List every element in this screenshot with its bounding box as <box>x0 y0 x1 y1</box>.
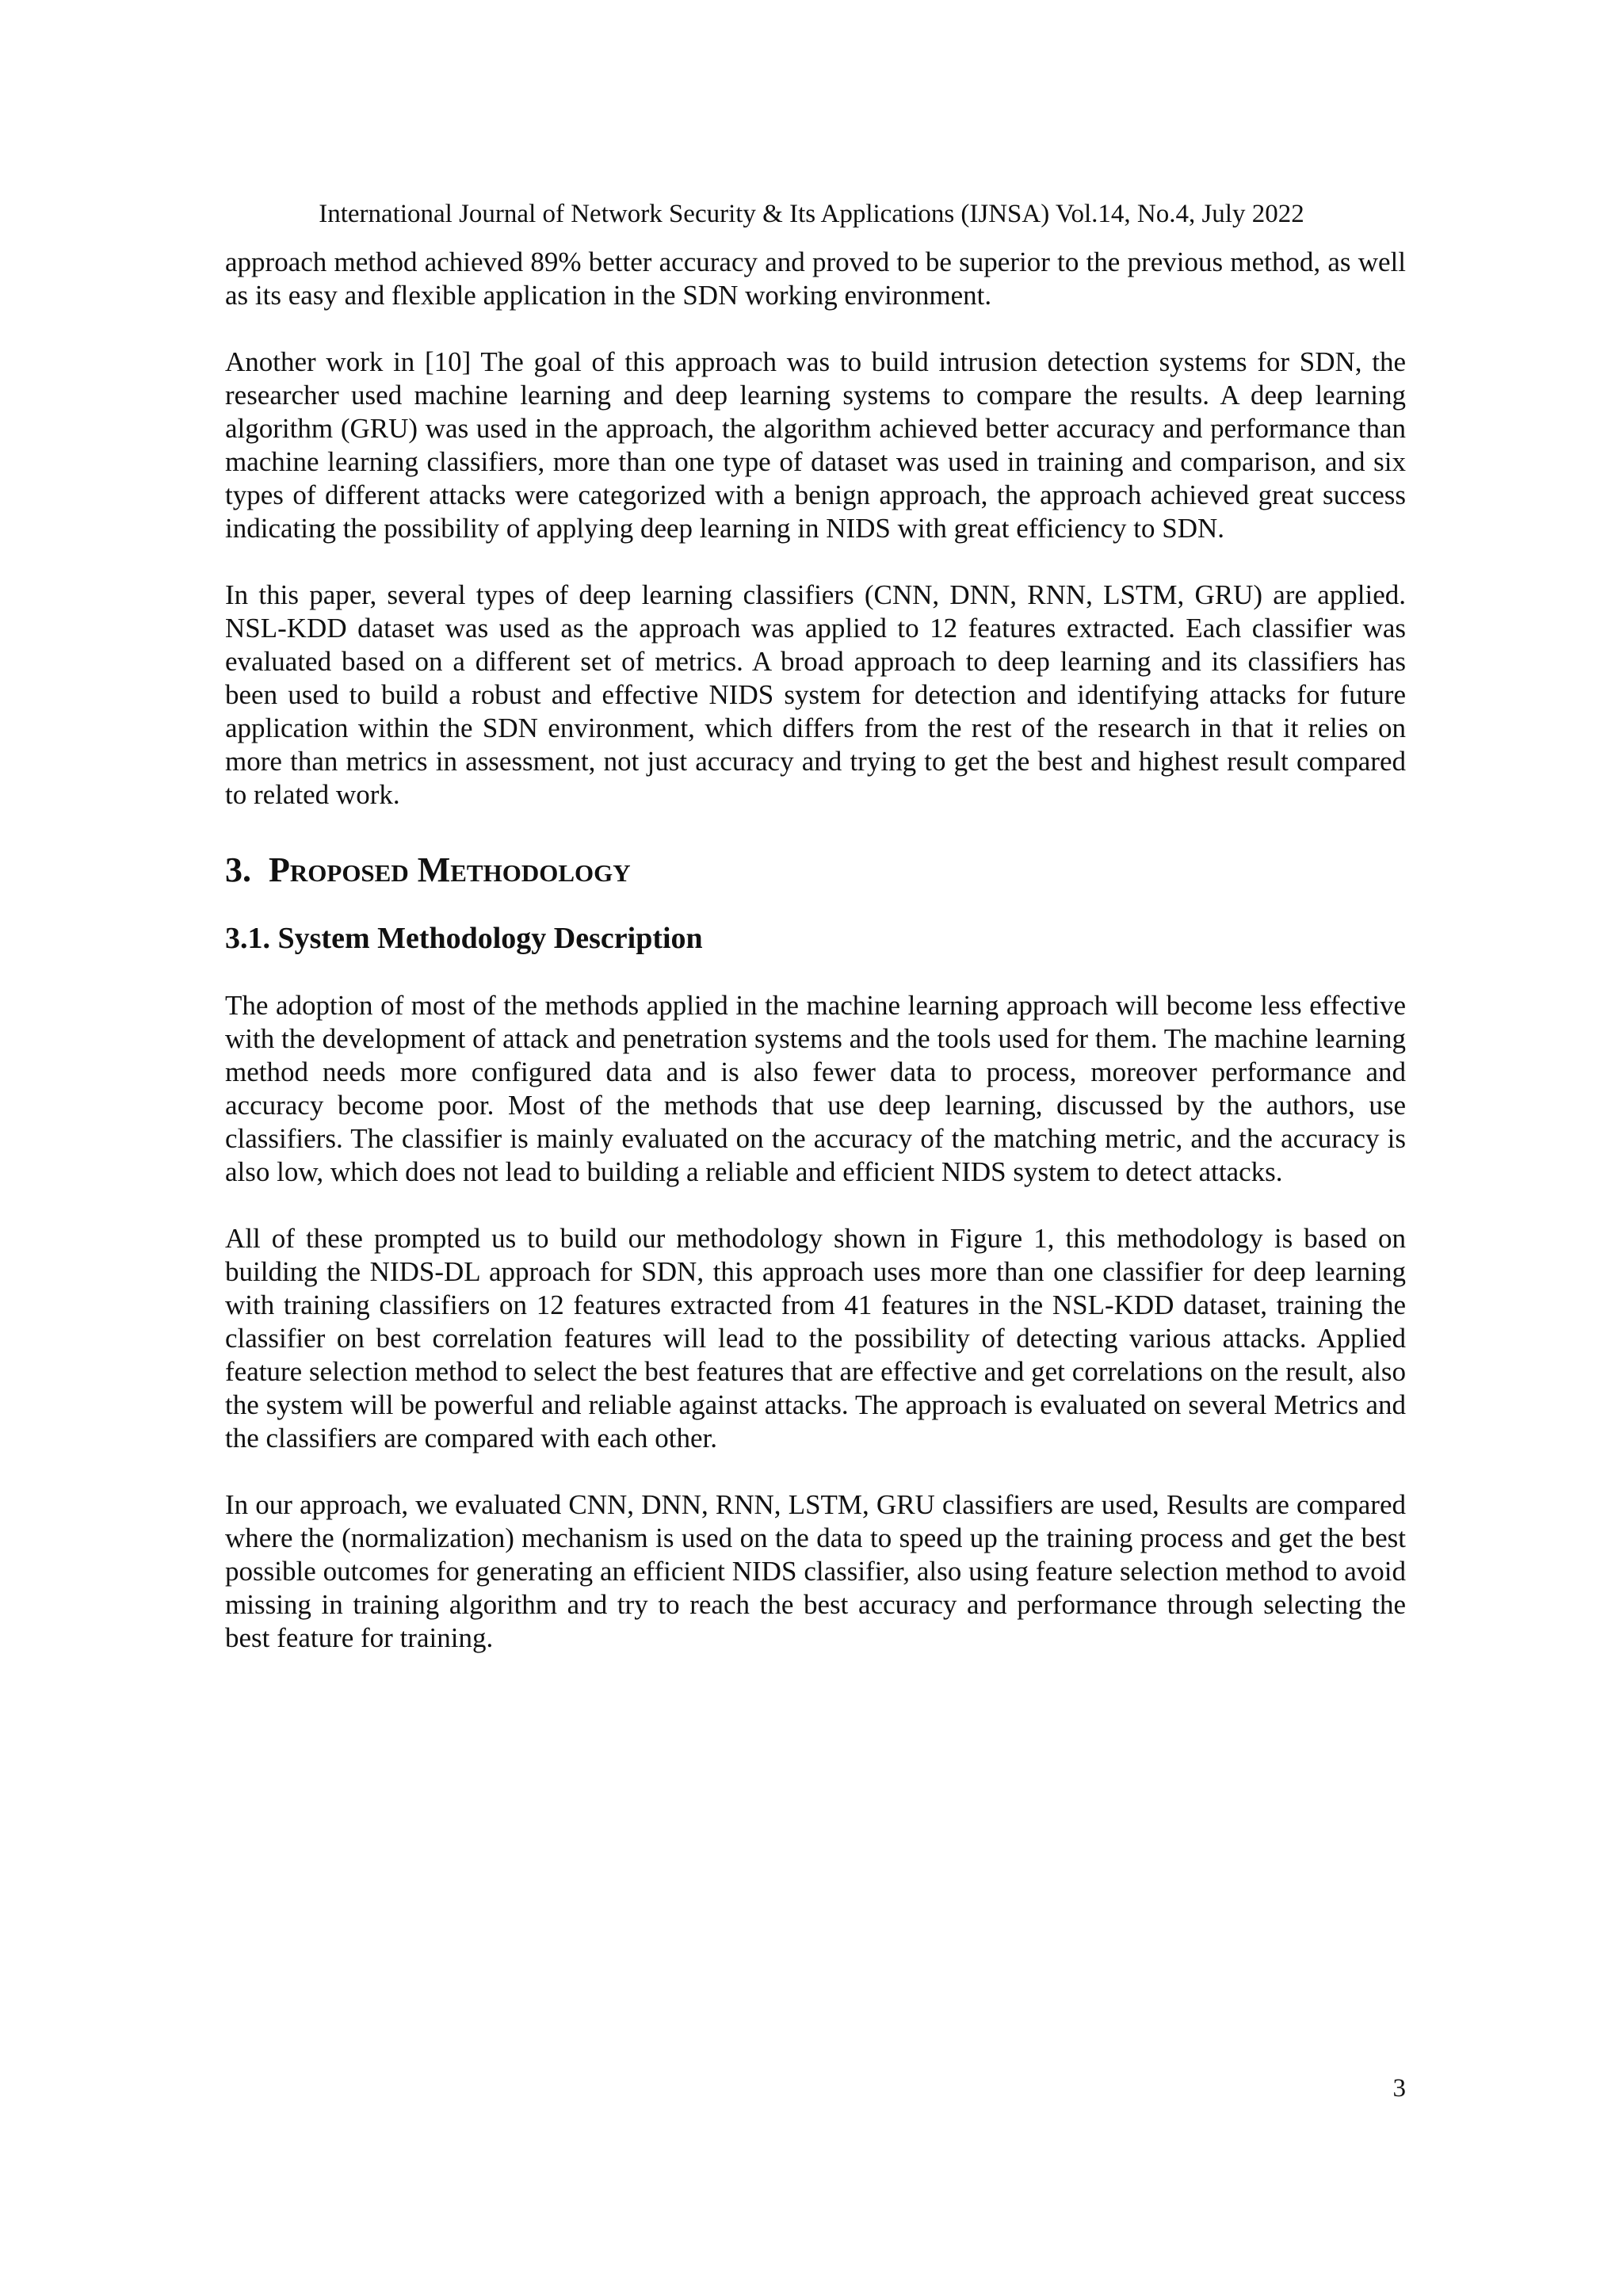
paragraph-this-paper: In this paper, several types of deep learning classifiers (CNN, DNN, RNN, LSTM, GRU) are applied. NSL-KDD dataset was used as the approach was applied to 12 features extracted. Each classifier was evaluated based on a different set of metrics. A broad approach to deep learning and its classifiers has been used to build a robust and effective NIDS system for detection and identifying attacks for future application within the SDN environment, which differs from the rest of the research in that it relies on more than metrics in assessment, not just accuracy and trying to get the best and highest result compared to related work. <box>225 579 1406 810</box>
body-column <box>225 246 1406 1655</box>
paragraph-related-work-10: Another work in [10] The goal of this approach was to build intrusion detection systems for SDN, the researcher used machine learning and deep learning systems to compare the results. A deep learning algorithm (GRU) was used in the approach, the algorithm achieved better accuracy and performance than machine learning classifiers, more than one type of dataset was used in training and comparison, and six types of different attacks were categorized with a benign approach, the approach achieved great success indicating the possibility of applying deep learning in NIDS with great efficiency to SDN. <box>225 346 1406 544</box>
paragraph-our-approach: In our approach, we evaluated CNN, DNN, RNN, LSTM, GRU classifiers are used, Results are compared where the (normalization) mechanism is used on the data to speed up the training process and get the best possible outcomes for generating an efficient NIDS classifier, also using feature selection method to avoid missing in training algorithm and try to reach the best accuracy and performance through selecting the best feature for training. <box>225 1489 1406 1653</box>
page-number: 3 <box>1392 2074 1406 2103</box>
paragraph-methodology: All of these prompted us to build our methodology shown in Figure 1, this methodology is based on building the NIDS-DL approach for SDN, this approach uses more than one classifier for deep learning with training classifiers on 12 features extracted from 41 features in the NSL-KDD dataset, training the classifier on best correlation features will lead to the possibility of detecting various attacks. Applied feature selection method to select the best features that are effective and get correlations on the result, also the system will be powerful and reliable against attacks. The approach is evaluated on several Metrics and the classifiers are compared with each other. <box>225 1223 1406 1454</box>
section-heading <box>225 848 1406 892</box>
paragraph-adoption: The adoption of most of the methods applied in the machine learning approach will become less effective with the development of attack and penetration systems and the tools used for them. The machine learning method needs more configured data and is also fewer data to process, moreover performance and accuracy become poor. Most of the methods that use deep learning, discussed by the authors, use classifiers. The classifier is mainly evaluated on the accuracy of the matching metric, and the accuracy is also low, which does not lead to building a reliable and efficient NIDS system to detect attacks. <box>225 990 1406 1187</box>
running-header: International Journal of Network Security & Its Applications (IJNSA) Vol.14, No.4, July 2022 <box>319 200 1304 228</box>
subsection-heading: 3.1. System Methodology Description <box>225 922 703 955</box>
section-title: Proposed Methodology <box>269 850 631 889</box>
paragraph-continuation: approach method achieved 89% better accuracy and proved to be superior to the previous method, as well as its easy and flexible application in the SDN working environment. <box>225 246 1406 311</box>
section-number: 3. <box>225 850 251 889</box>
